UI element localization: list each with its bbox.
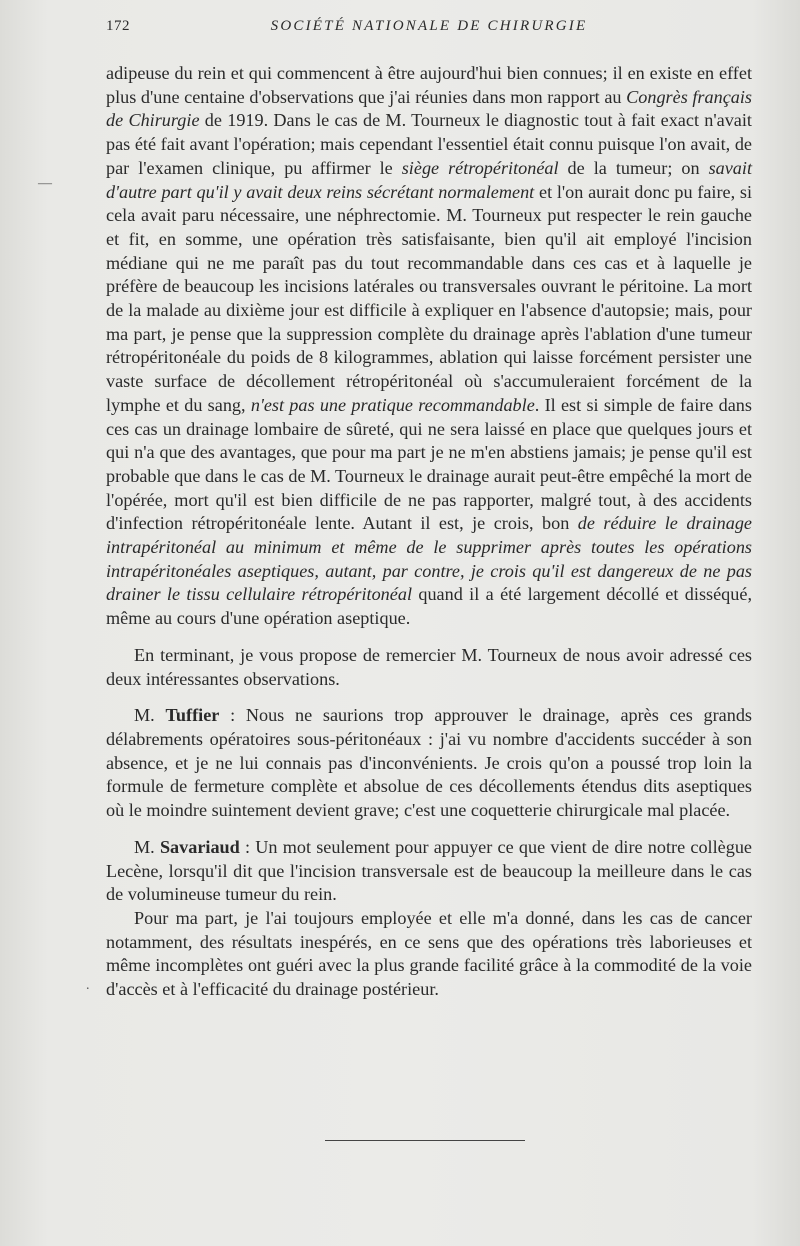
- text-run: . Il est si simple de faire dans ces cas un drainage lombaire de sûreté, qui ne sera laissé en place que quelques jours et qui n'a que des avantages, que pour ma part je ne m'en abstiens jamais; je pense qu'il est probable que dans le cas de M. Tourneux le drainage aurait peut-être empêché la mort de l'opérée, mort qu'il est bien difficile de ne pas rapporter, malgré tout, à des accidents d'infection rétropéritonéale lente. Autant il est, je crois, bon: [106, 394, 752, 534]
- emphasis-text: de réduire le drainage intrapéritonéal au minimum et même de le supprimer après toutes les opérations intrapéritonéales aseptiques, autant, par contre, je crois qu'il est dangereux de ne pas drainer le tissu cellulaire rétropéritonéal: [106, 513, 752, 605]
- text-run: En terminant, je vous propose de remercier M. Tourneux de nous avoir adressé ces deux intéressantes observations.: [106, 644, 752, 689]
- text-run: et l'on aurait donc pu faire, si cela avait paru nécessaire, une néphrectomie. M. Tourneux put respecter le rein gauche et fit, en somme, une opération très satisfaisante, bien qu'il ait employé l'incision médiane qui ne me paraît pas du tout recommandable dans ces cas et à laquelle je préfère de beaucoup les incisions latérales ou transversales ouvrant le péritoine. La mort de la malade au dixième jour est difficile à expliquer en l'absence d'autopsie; mais, pour ma part, je pense que la suppression complète du drainage après l'ablation d'une tumeur rétropéritonéale du poids de 8 kilogrammes, ablation qui laisse forcément persister une vaste surface de décollement rétropéritonéal où s'accumuleraient forcément de la lymphe et du sang,: [106, 181, 753, 415]
- text-run: M.: [134, 836, 160, 857]
- speaker-name: Savariaud: [159, 836, 240, 857]
- paragraph: [106, 907, 752, 1002]
- text-run: adipeuse du rein et qui commencent à être aujourd'hui bien connues; il en existe en effet plus d'une centaine d'observations que j'ai réunies dans mon rapport au: [106, 63, 752, 107]
- text-run: : Nous ne saurions trop approuver le drainage, après ces grands délabrements opératoires sous-péritonéaux : j'ai vu nombre d'accidents succéder à son absence, et je ne lui connais pas d'inconvénients. Je crois qu'on a poussé trop loin la formule de fermeture complète et absolue de ces décollements étendus dits aseptiques où le moindre suintement devient grave; c'est une coquetterie chirurgicale mal placée.: [106, 705, 752, 821]
- paragraph-gap: [106, 691, 752, 704]
- paragraph: [106, 62, 752, 631]
- paragraph: [106, 836, 752, 907]
- text-run: quand il a été largement décollé et disséqué, même au cours d'une opération aseptique.: [106, 584, 752, 629]
- margin-mark: .: [86, 978, 90, 993]
- emphasis-text: siège rétropéritonéal: [401, 157, 559, 178]
- running-title: SOCIÉTÉ NATIONALE DE CHIRURGIE: [270, 18, 588, 34]
- emphasis-text: savait d'autre part qu'il y avait deux reins sécrétant normalement: [106, 157, 753, 202]
- margin-mark: —: [38, 176, 52, 191]
- paragraph-gap: [106, 631, 752, 644]
- page-header: [106, 18, 752, 42]
- text-run: Pour ma part, je l'ai toujours employée et elle m'a donné, dans les cas de cancer notamment, des résultats inespérés, en ce sens que des opérations très laborieuses et même incomplètes ont guéri avec la plus grande facilité grâce à la commodité de la voie d'accès et à l'efficacité du drainage postérieur.: [106, 907, 752, 1000]
- paragraph: [106, 704, 752, 823]
- emphasis-text: Congrès français de Chirurgie: [106, 86, 752, 131]
- paragraph: [106, 644, 752, 691]
- emphasis-text: n'est pas une pratique recommandable: [250, 394, 535, 415]
- text-run: : Un mot seulement pour appuyer ce que vient de dire notre collègue Lecène, lorsqu'il dit que l'incision transversale est de beaucoup la meilleure dans le cas de volumineuse tumeur du rein.: [106, 836, 752, 905]
- text-run: de 1919. Dans le cas de M. Tourneux le diagnostic tout à fait exact n'avait pas été fait avant l'opération; mais cependant l'essentiel était connu puisque l'on avait, de par l'examen clinique, pu affirmer le: [106, 110, 752, 178]
- text-run: de la tumeur; on: [558, 157, 709, 178]
- end-rule: [325, 1140, 525, 1141]
- page-number: 172: [106, 18, 130, 34]
- document-body: [106, 62, 752, 1002]
- paragraph-gap: [106, 823, 752, 836]
- speaker-name: Tuffier: [165, 705, 220, 726]
- text-run: M.: [134, 705, 166, 726]
